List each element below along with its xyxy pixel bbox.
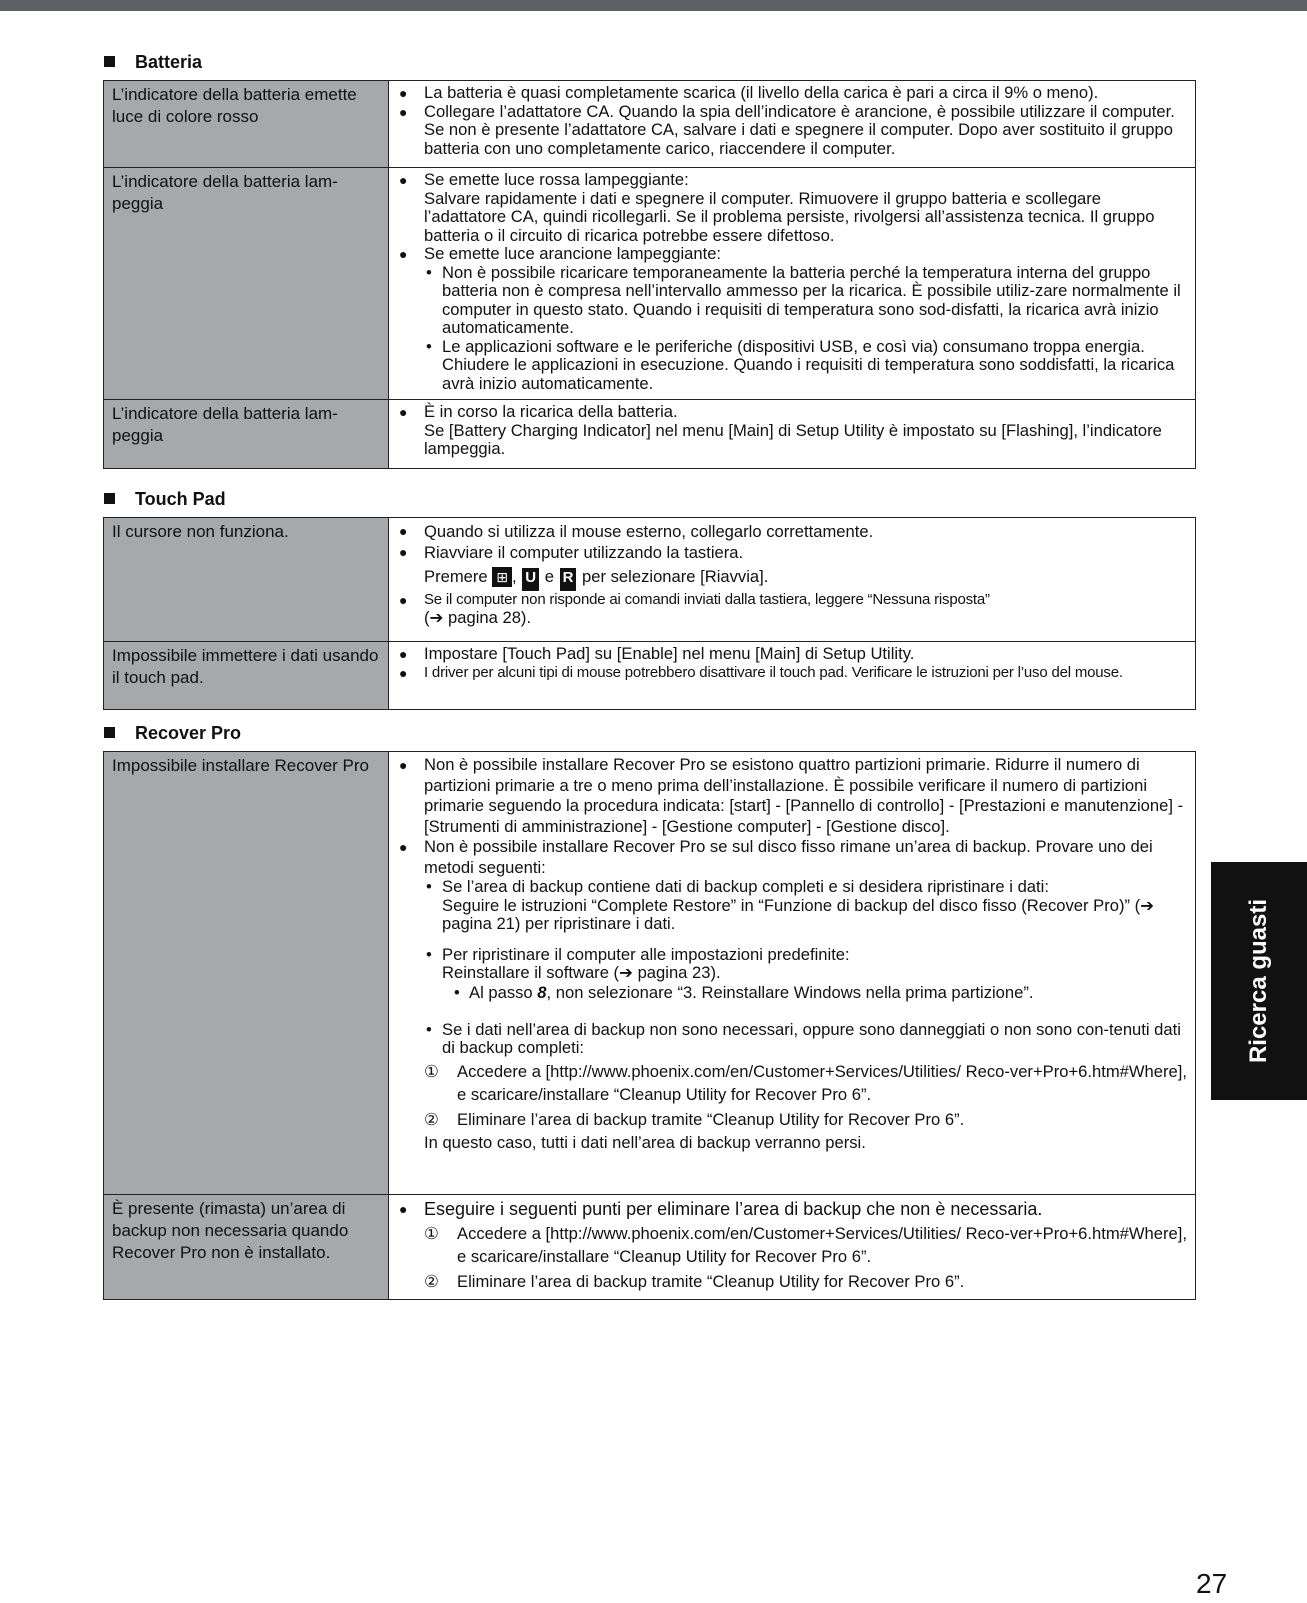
table-batteria <box>103 80 1196 469</box>
list-item-text: Salvare rapidamente i dati e spegnere il computer. Rimuovere il gruppo batteria e scollegare l’adattatore CA, quindi ricollegarli. Se il problema persiste, rivolgersi all’assistenza tecnica. Il gruppo batteria o il circuito di ricarica potrebbe essere difettoso. <box>424 188 1155 245</box>
numbered-step: ② Eliminare l’area di backup tramite “Cleanup Utility for Recover Pro 6”. <box>424 1272 965 1291</box>
sub-list-item: • Per ripristinare il computer alle impostazioni predefinite: <box>397 946 1187 965</box>
section-title-touchpad: Touch Pad <box>104 488 226 510</box>
row-label: È presente (rimasta) un’area di backup non necessaria quando Recover Pro non è installato. <box>104 1195 389 1300</box>
numbered-step: ② Eliminare l’area di backup tramite “Cleanup Utility for Recover Pro 6”. <box>424 1109 965 1129</box>
sub-list-item: • Non è possibile ricaricare temporaneamente la batteria perché la temperatura interna del gruppo batteria non è compresa nell’intervallo ammesso per la ricarica. È possibile utiliz-zare normalmente il computer in questo stato. Quando i requisiti di temperatura sono sod-disfatti, la ricarica avrà inizio automaticamente. <box>397 264 1187 338</box>
sub-list-item: • Se l’area di backup contiene dati di backup completi e si desidera ripristinare i dati: <box>397 878 1187 897</box>
sub-list-item: • Le applicazioni software e le periferiche (dispositivi USB, e così via) consumano troppa energia. Chiudere le applicazioni in esecuzione. Quando i requisiti di temperatura sono soddisfatti, la ricarica avrà inizio automaticamente. <box>397 338 1187 394</box>
row-content <box>389 168 1196 400</box>
row-label: L’indicatore della batteria emette luce di colore rosso <box>104 81 389 168</box>
row-label: Impossibile immettere i dati usando il touch pad. <box>104 642 389 710</box>
list-item-text: Se [Battery Charging Indicator] nel menu [Main] di Setup Utility è impostato su [Flashing], l’indicatore lampeggia. <box>424 420 1162 458</box>
sub-sub-list-item: • Al passo 8, non selezionare “3. Reinstallare Windows nella prima partizione”. <box>397 983 1187 1003</box>
square-bullet-icon <box>104 727 115 738</box>
row-label: Impossibile installare Recover Pro <box>104 752 389 1195</box>
row-content <box>389 1195 1196 1300</box>
square-bullet-icon <box>104 56 115 67</box>
row-content <box>389 81 1196 168</box>
top-bar <box>0 0 1307 11</box>
row-content <box>389 752 1196 1195</box>
row-content <box>389 400 1196 469</box>
list-item: ● Se emette luce rossa lampeggiante: <box>397 171 1187 190</box>
note-text: In questo caso, tutti i dati nell’area di backup verranno persi. <box>424 1132 866 1152</box>
row-label: Il cursore non funziona. <box>104 518 389 642</box>
side-tab <box>1211 862 1307 1100</box>
list-item: ● Non è possibile installare Recover Pro se esistono quattro partizioni primarie. Ridurre il numero di partizioni primarie a tre o meno prima dell’installazione. È possibile verificare il numero di partizioni primarie seguendo la procedura indicata: [start] - [Pannello di controllo] - [Prestazioni e manutenzione] - [Strumenti di amministrazione] - [Gestione computer] - [Gestione disco]. <box>397 755 1187 837</box>
circled-two-icon: ② <box>424 1272 439 1291</box>
circled-one-icon: ① <box>424 1224 439 1243</box>
circled-two-icon: ② <box>424 1109 439 1129</box>
row-content <box>389 642 1196 710</box>
section-title-batteria: Batteria <box>104 51 202 73</box>
table-touchpad <box>103 517 1196 710</box>
row-content <box>389 518 1196 642</box>
key-instruction: Premere ⊞ , U e R per selezionare [Riavvia]. <box>397 563 1187 591</box>
table-row <box>104 1195 1196 1300</box>
table-row <box>104 642 1196 710</box>
sub-list-text: Reinstallare il software (➔ pagina 23). <box>442 963 721 982</box>
side-tab-label: Ricerca guasti <box>1245 898 1273 1064</box>
square-bullet-icon <box>104 493 115 504</box>
sub-list-text: Seguire le istruzioni “Complete Restore” in “Funzione di backup del disco fisso (Recover Pro)” (➔ pagina 21) per ripristinare i dati. <box>442 895 1155 933</box>
list-item: ● Se emette luce arancione lampeggiante: <box>397 245 1187 264</box>
list-item: ● La batteria è quasi completamente scarica (il livello della carica è pari a circa il 9% o meno). <box>397 84 1187 103</box>
windows-key-icon: ⊞ <box>492 567 512 587</box>
list-item: ● Riavviare il computer utilizzando la tastiera. <box>397 542 1187 563</box>
list-item: ● Eseguire i seguenti punti per eliminare l’area di backup che non è necessaria. <box>397 1198 1187 1220</box>
page-reference: (➔ pagina 28). <box>424 608 532 627</box>
list-item: ● È in corso la ricarica della batteria. <box>397 403 1187 422</box>
sub-list-item: • Se i dati nell’area di backup non sono necessari, oppure sono danneggiati o non sono con-tenuti dati di backup completi: <box>397 1021 1187 1058</box>
list-item: ● Impostare [Touch Pad] su [Enable] nel menu [Main] di Setup Utility. <box>397 645 1187 664</box>
table-row <box>104 81 1196 168</box>
row-label: L’indicatore della batteria lam-peggia <box>104 400 389 469</box>
row-label: L’indicatore della batteria lam-peggia <box>104 168 389 400</box>
table-row <box>104 400 1196 469</box>
list-item: ● Non è possibile installare Recover Pro se sul disco fisso rimane un’area di backup. Provare uno dei metodi seguenti: <box>397 837 1187 878</box>
table-row <box>104 168 1196 400</box>
table-row <box>104 752 1196 1195</box>
r-key-icon: R <box>560 568 577 591</box>
page-number: 27 <box>1196 1568 1228 1599</box>
u-key-icon: U <box>522 568 539 591</box>
numbered-step: ① Accedere a [http://www.phoenix.com/en/Customer+Services/Utilities/ Reco-ver+Pro+6.htm#Where], e scaricare/installare “Cleanup Utility for Recover Pro 6”. <box>424 1224 1187 1266</box>
list-item: ● I driver per alcuni tipi di mouse potrebbero disattivare il touch pad. Verificare le istruzioni per l’uso del mouse. <box>397 664 1187 682</box>
circled-one-icon: ① <box>424 1061 439 1081</box>
list-item: ● Se il computer non risponde ai comandi inviati dalla tastiera, leggere “Nessuna risposta” <box>397 591 1187 609</box>
table-row <box>104 518 1196 642</box>
numbered-step: ① Accedere a [http://www.phoenix.com/en/Customer+Services/Utilities/ Reco-ver+Pro+6.htm#Where], e scaricare/installare “Cleanup Utility for Recover Pro 6”. <box>424 1061 1187 1104</box>
list-item: ● Quando si utilizza il mouse esterno, collegarlo correttamente. <box>397 521 1187 542</box>
table-recover-pro <box>103 751 1196 1300</box>
section-title-recover-pro: Recover Pro <box>104 722 241 744</box>
list-item: ● Collegare l’adattatore CA. Quando la spia dell’indicatore è arancione, è possibile utilizzare il computer. Se non è presente l’adattatore CA, salvare i dati e spegnere il computer. Dopo aver sostituito il gruppo batteria con uno completamente carico, riaccendere il computer. <box>397 103 1187 159</box>
